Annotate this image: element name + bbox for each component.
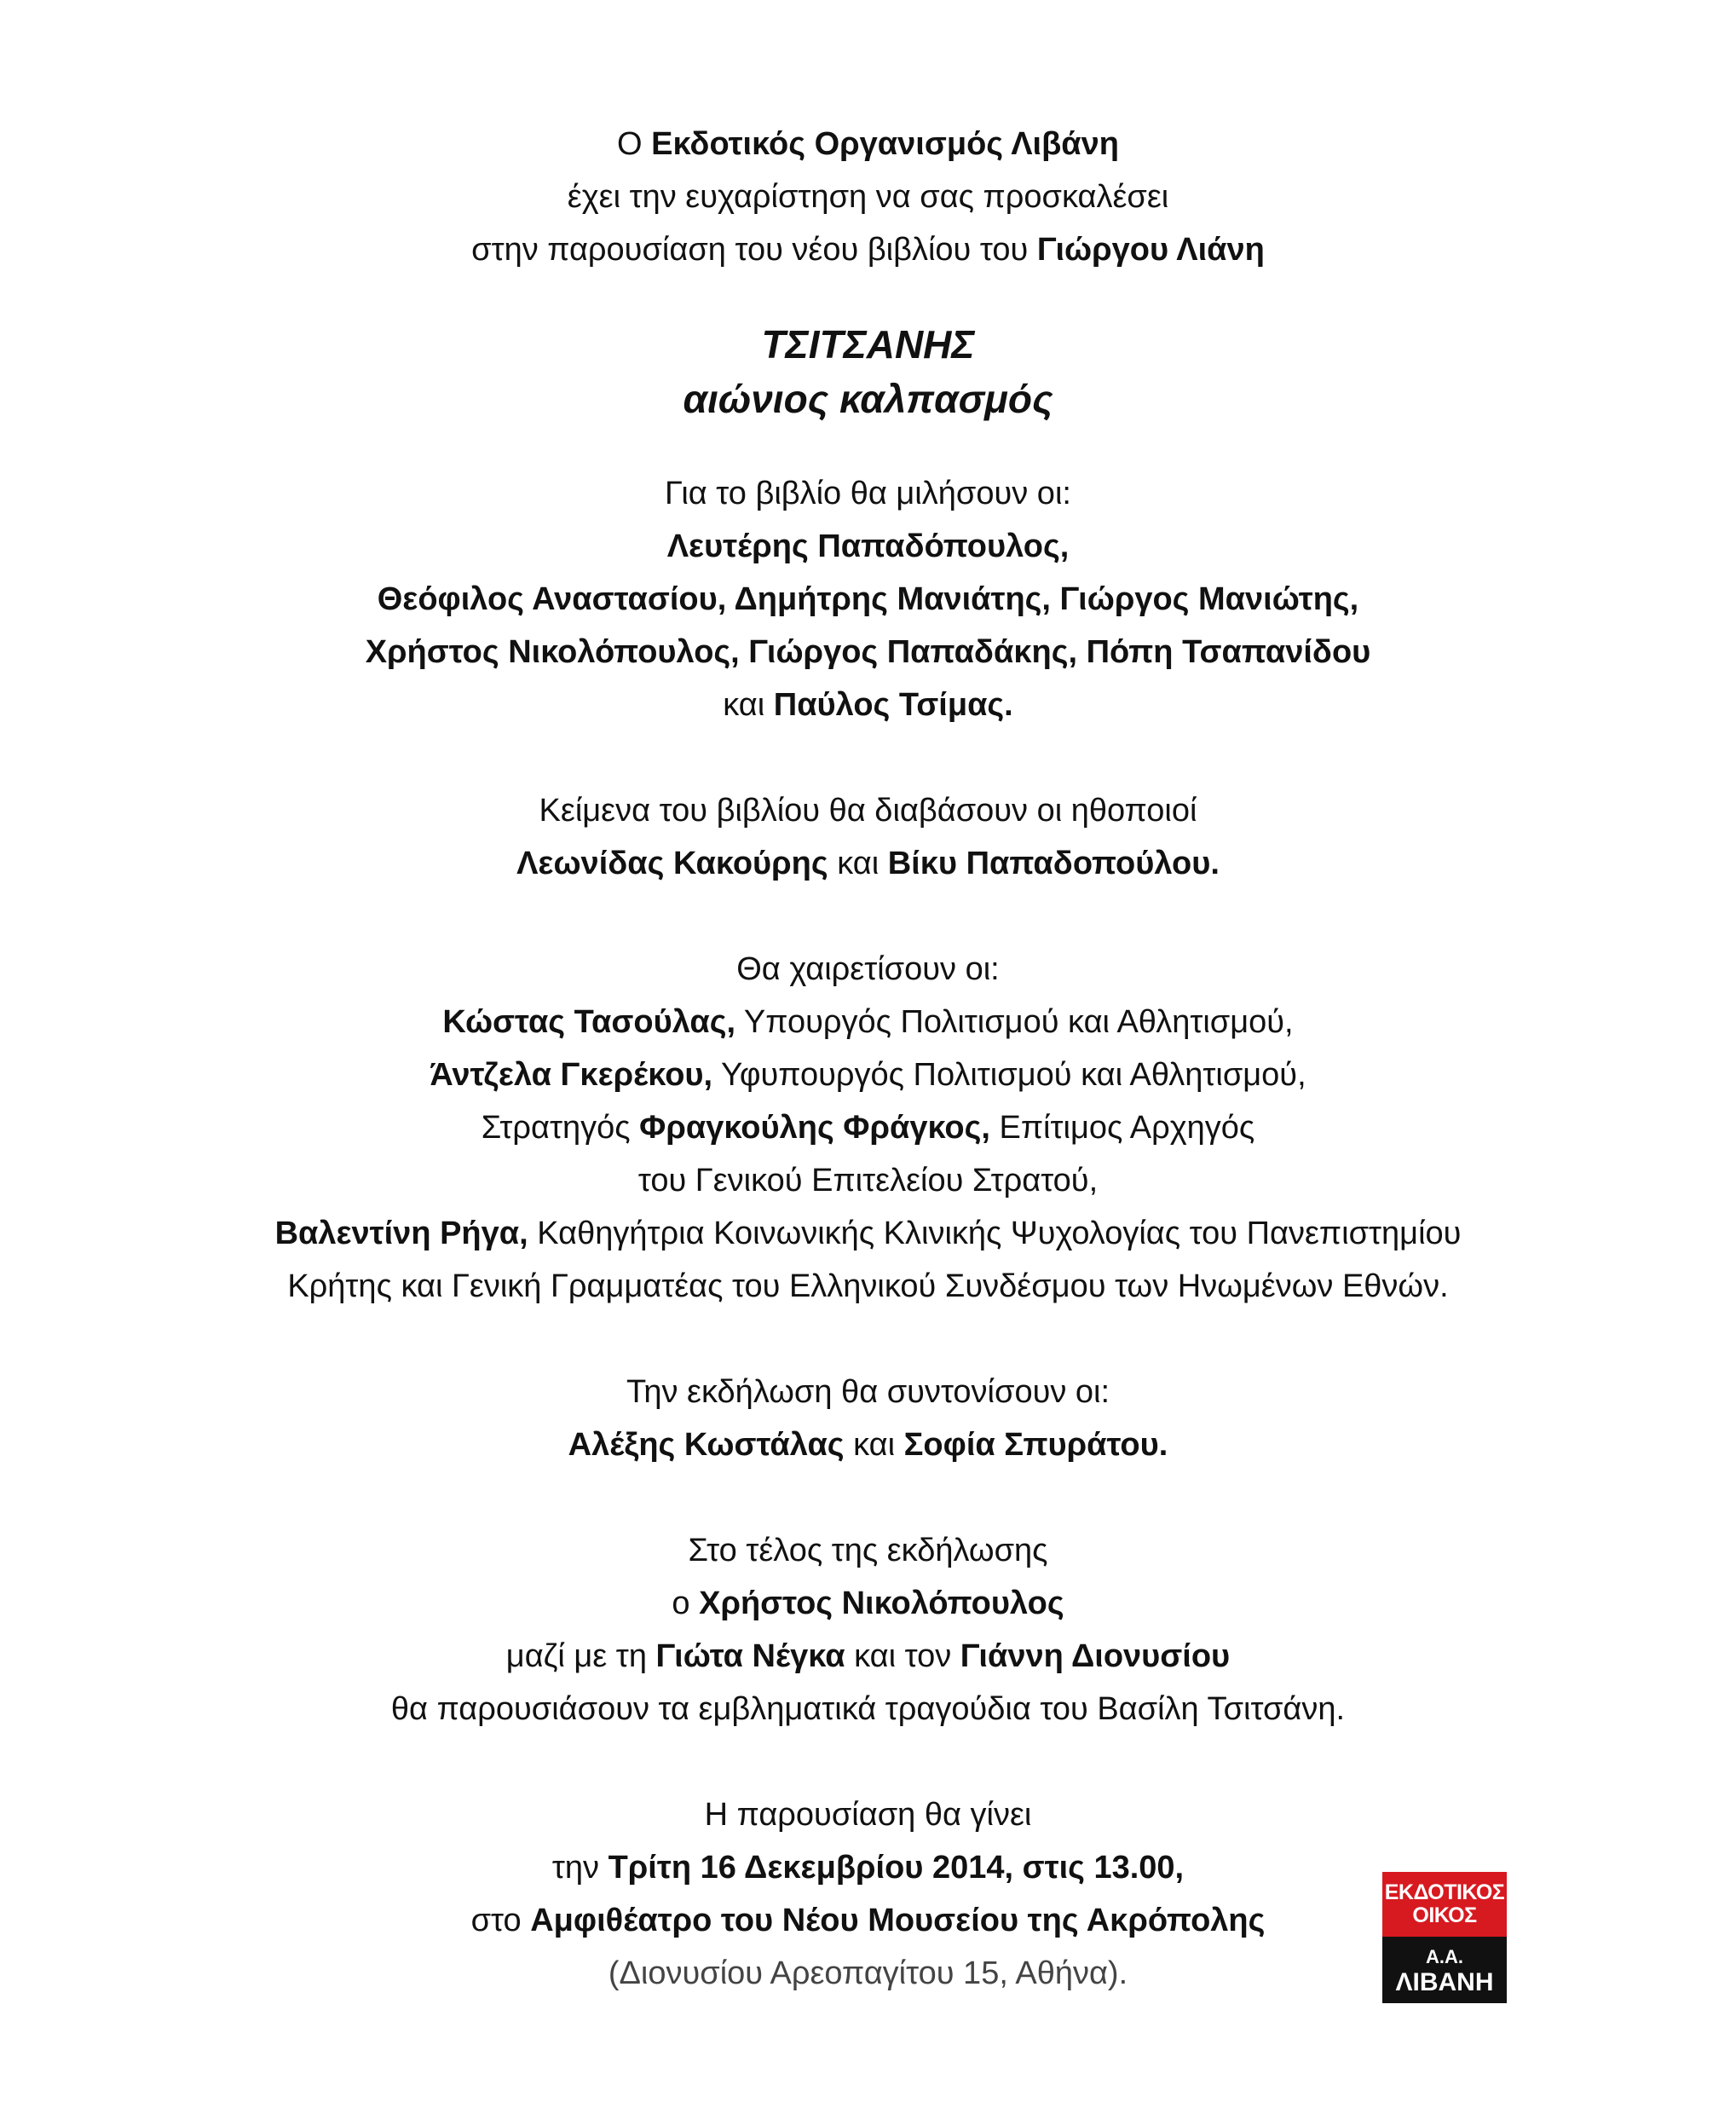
reader-2: Βίκυ Παπαδοπούλου. — [887, 846, 1220, 881]
intro-line-3 — [0, 223, 1736, 276]
greetings-heading: Θα χαιρετίσουν οι: — [736, 951, 1000, 987]
greeter-1-role: Υπουργός Πολιτισμού και Αθλητισμού, — [735, 1004, 1294, 1040]
readers-heading: Κείμενα του βιβλίου θα διαβάσουν οι ηθοποιοί — [539, 793, 1197, 829]
book-title: ΤΣΙΤΣΑΝΗΣ — [761, 322, 975, 367]
intro-line-3-prefix: στην παρουσίαση του νέου βιβλίου του — [471, 232, 1037, 268]
performer-3: Γιάννη Διονυσίου — [960, 1638, 1231, 1674]
speakers-line-4-prefix: και — [723, 687, 774, 723]
spacer — [0, 731, 1736, 784]
greeter-4-name: Βαλεντίνη Ρήγα, — [274, 1216, 528, 1251]
greeting-line-5 — [0, 1207, 1736, 1260]
greeter-3-role: Επίτιμος Αρχηγός — [989, 1110, 1255, 1146]
music-line-4: θα παρουσιάσουν τα εμβληματικά τραγούδια του Βασίλη Τσιτσάνη. — [390, 1691, 1346, 1727]
author-name: Γιώργου Λιάνη — [1036, 232, 1265, 268]
reader-1: Λεωνίδας Κακούρης — [516, 846, 828, 881]
greeting-line-3 — [0, 1101, 1736, 1154]
performer-2: Γιώτα Νέγκα — [655, 1638, 845, 1674]
music-line-2 — [0, 1577, 1736, 1630]
speakers-line-1: Λευτέρης Παπαδόπουλος, — [666, 528, 1070, 564]
spacer — [0, 890, 1736, 943]
logo-line-1: ΕΚΔΟΤΙΚΟΣ — [1384, 1880, 1505, 1904]
music-line-3 — [0, 1630, 1736, 1683]
spacer — [0, 1471, 1736, 1524]
event-date-prefix: την — [551, 1850, 608, 1886]
spacer — [0, 1736, 1736, 1788]
publisher-logo — [1382, 1872, 1507, 2003]
event-line-1: Η παρουσίαση θα γίνει — [704, 1797, 1032, 1833]
speakers-line-3: Χρήστος Νικολόπουλος, Γιώργος Παπαδάκης, Πόπη Τσαπανίδου — [365, 634, 1371, 670]
performer-1: Χρήστος Νικολόπουλος — [699, 1586, 1064, 1621]
greeter-4-role: Καθηγήτρια Κοινωνικής Κλινικής Ψυχολογίας του Πανεπιστημίου — [528, 1216, 1462, 1251]
logo-line-2: ΟΙΚΟΣ — [1412, 1903, 1477, 1927]
music-line-2-prefix: ο — [672, 1586, 700, 1621]
logo-red-block — [1382, 1872, 1507, 1937]
spacer — [0, 426, 1736, 467]
greeting-line-1 — [0, 996, 1736, 1048]
spacer — [0, 276, 1736, 317]
speakers-line-2: Θεόφιλος Αναστασίου, Δημήτρης Μανιάτης, Γιώργος Μανιώτης, — [377, 581, 1359, 617]
book-subtitle: αιώνιος καλπασμός — [683, 377, 1053, 421]
moderators-heading: Την εκδήλωση θα συντονίσουν οι: — [626, 1374, 1110, 1410]
moderator-1: Αλέξης Κωστάλας — [568, 1427, 845, 1463]
music-line-3-joiner: και τον — [845, 1638, 960, 1674]
readers-names — [0, 837, 1736, 890]
intro-line-2: έχει την ευχαρίστηση να σας προσκαλέσει — [567, 179, 1169, 215]
logo-black-block — [1382, 1937, 1507, 2003]
music-line-1: Στο τέλος της εκδήλωσης — [688, 1533, 1048, 1568]
greeter-3-name: Φραγκούλης Φράγκος, — [639, 1110, 990, 1146]
spacer — [0, 1313, 1736, 1366]
event-date-value: Τρίτη 16 Δεκεμβρίου 2014, στις 13.00, — [608, 1850, 1185, 1886]
speakers-line-4 — [0, 679, 1736, 731]
intro-line-1-prefix: Ο — [617, 126, 652, 162]
event-venue-name: Αμφιθέατρο του Νέου Μουσείου της Ακρόπολης — [530, 1903, 1266, 1938]
greeter-3-rank: Στρατηγός — [481, 1110, 640, 1146]
logo-line-4: ΛΙΒΑΝΗ — [1395, 1968, 1494, 1996]
greeter-2-name: Άντζελα Γκερέκου, — [430, 1057, 713, 1093]
greeting-line-4: του Γενικού Επιτελείου Στρατού, — [637, 1163, 1099, 1199]
invitation-text — [0, 118, 1736, 2000]
greeting-line-6: Κρήτης και Γενική Γραμματέας του Ελληνικού Συνδέσμου των Ηνωμένων Εθνών. — [287, 1268, 1449, 1304]
music-line-3-prefix: μαζί με τη — [505, 1638, 656, 1674]
readers-joiner: και — [828, 846, 888, 881]
logo-line-3: Α.Α. — [1426, 1946, 1463, 1967]
moderators-joiner: και — [844, 1427, 904, 1463]
speakers-heading: Για το βιβλίο θα μιλήσουν οι: — [665, 476, 1071, 511]
publisher-name: Εκδοτικός Οργανισμός Λιβάνη — [651, 126, 1119, 162]
speaker-last: Παύλος Τσίμας. — [773, 687, 1013, 723]
greeting-line-2 — [0, 1048, 1736, 1101]
event-address: (Διονυσίου Αρεοπαγίτου 15, Αθήνα). — [608, 1955, 1128, 1991]
intro-line-1 — [0, 118, 1736, 170]
moderators-names — [0, 1418, 1736, 1471]
greeter-1-name: Κώστας Τασούλας, — [442, 1004, 736, 1040]
greeter-2-role: Υφυπουργός Πολιτισμού και Αθλητισμού, — [712, 1057, 1306, 1093]
event-venue-prefix: στο — [470, 1903, 531, 1938]
moderator-2: Σοφία Σπυράτου. — [903, 1427, 1168, 1463]
